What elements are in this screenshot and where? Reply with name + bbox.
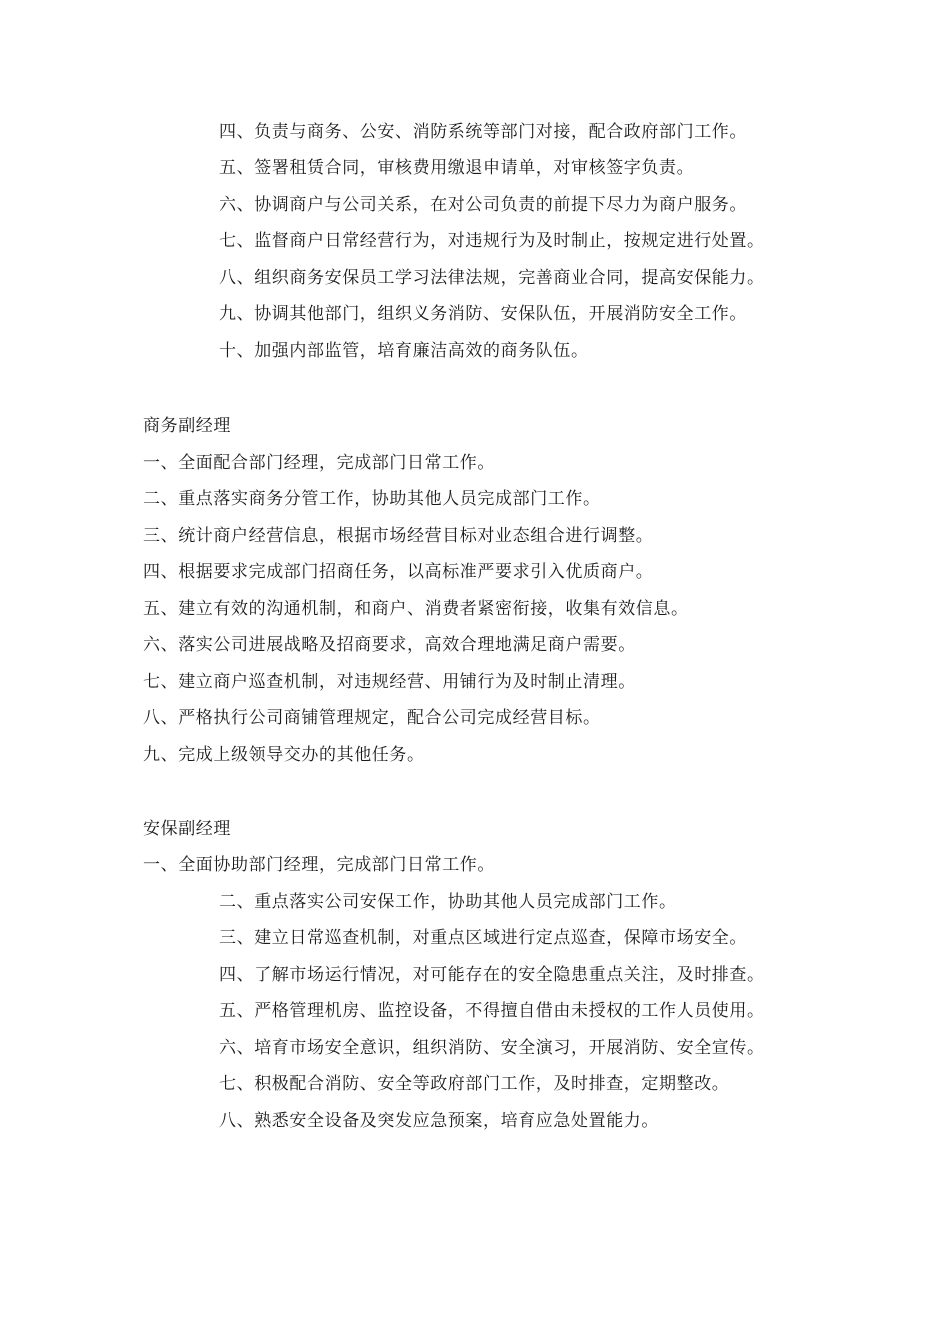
list-item: 九、协调其他部门，组织义务消防、安保队伍，开展消防安全工作。	[219, 304, 747, 324]
list-item: 八、严格执行公司商铺管理规定，配合公司完成经营目标。	[143, 708, 601, 728]
list-item: 二、重点落实公司安保工作，协助其他人员完成部门工作。	[219, 892, 677, 912]
list-item: 十、加强内部监管，培育廉洁高效的商务队伍。	[219, 341, 589, 361]
list-item: 七、监督商户日常经营行为，对违规行为及时制止，按规定进行处置。	[219, 231, 765, 251]
list-item: 六、协调商户与公司关系，在对公司负责的前提下尽力为商户服务。	[219, 195, 747, 215]
section-2-heading: 商务副经理	[143, 416, 231, 436]
list-item: 一、全面协助部门经理，完成部门日常工作。	[143, 855, 495, 875]
list-item: 六、培育市场安全意识，组织消防、安全演习，开展消防、安全宣传。	[219, 1038, 765, 1058]
list-item: 五、建立有效的沟通机制，和商户、消费者紧密衔接，收集有效信息。	[143, 599, 689, 619]
list-item: 五、签署租赁合同，审核费用缴退申请单，对审核签字负责。	[219, 158, 695, 178]
list-item: 二、重点落实商务分管工作，协助其他人员完成部门工作。	[143, 489, 601, 509]
section-3-heading: 安保副经理	[143, 819, 231, 839]
list-item: 三、统计商户经营信息，根据市场经营目标对业态组合进行调整。	[143, 526, 654, 546]
list-item: 四、了解市场运行情况，对可能存在的安全隐患重点关注，及时排查。	[219, 965, 765, 985]
list-item: 一、全面配合部门经理，完成部门日常工作。	[143, 453, 495, 473]
list-item: 九、完成上级领导交办的其他任务。	[143, 745, 425, 765]
list-item: 六、落实公司进展战略及招商要求，高效合理地满足商户需要。	[143, 635, 636, 655]
list-item: 四、负责与商务、公安、消防系统等部门对接，配合政府部门工作。	[219, 122, 747, 142]
list-item: 八、熟悉安全设备及突发应急预案，培育应急处置能力。	[219, 1111, 659, 1131]
list-item: 四、根据要求完成部门招商任务，以高标准严要求引入优质商户。	[143, 562, 654, 582]
list-item: 七、建立商户巡查机制，对违规经营、用铺行为及时制止清理。	[143, 672, 636, 692]
list-item: 五、严格管理机房、监控设备，不得擅自借由未授权的工作人员使用。	[219, 1001, 765, 1021]
list-item: 七、积极配合消防、安全等政府部门工作，及时排查，定期整改。	[219, 1074, 730, 1094]
list-item: 八、组织商务安保员工学习法律法规，完善商业合同，提高安保能力。	[219, 268, 765, 288]
list-item: 三、建立日常巡查机制，对重点区域进行定点巡查，保障市场安全。	[219, 928, 747, 948]
